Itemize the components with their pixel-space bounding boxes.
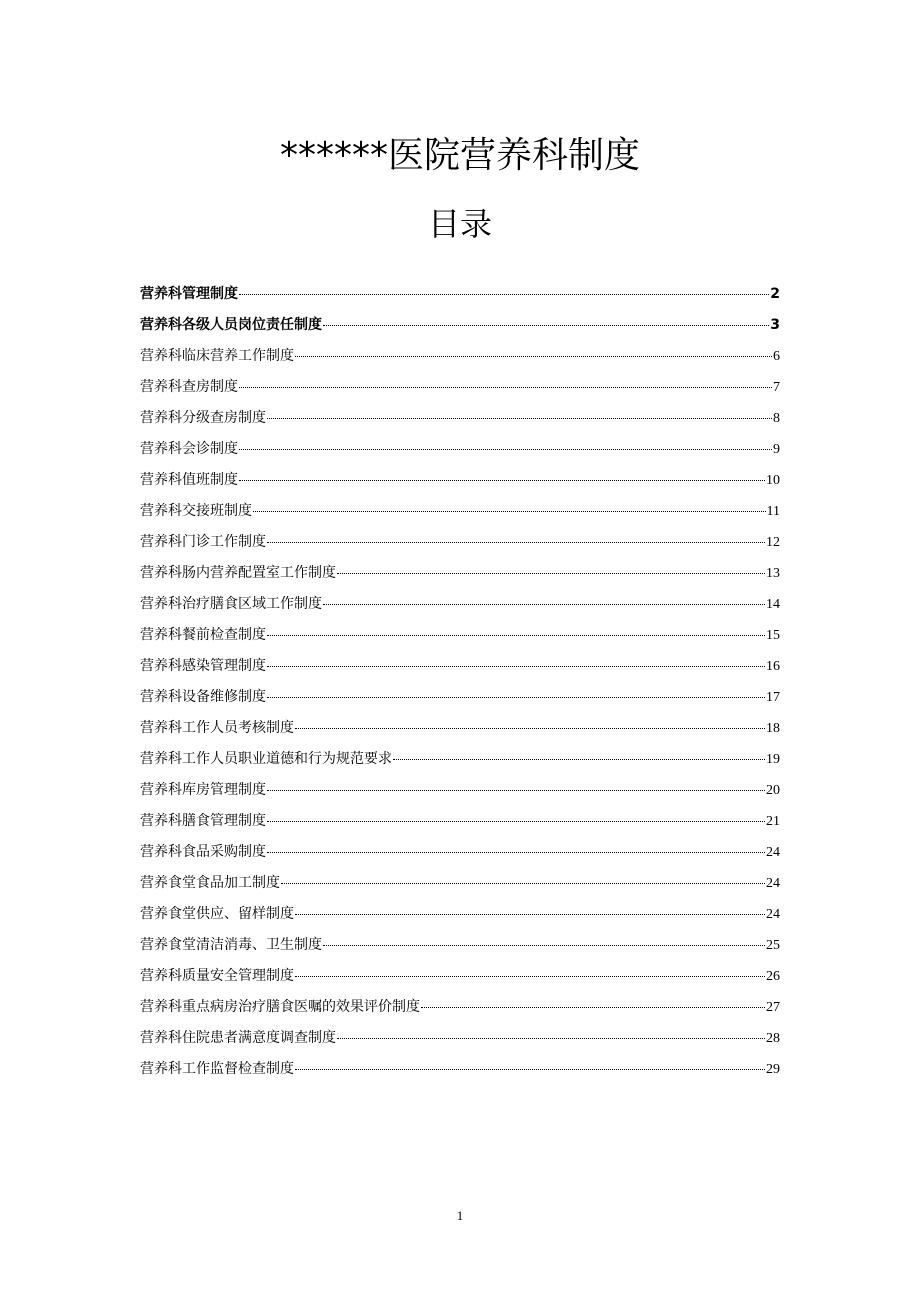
toc-entry-page: 29 <box>766 1062 780 1077</box>
toc-entry-label: 营养科餐前检查制度 <box>140 627 266 643</box>
toc-entry[interactable] <box>140 652 780 683</box>
toc-entry-label: 营养科会诊制度 <box>140 441 238 457</box>
toc-entry[interactable] <box>140 683 780 714</box>
toc-dot-leader <box>253 497 766 515</box>
toc-entry[interactable] <box>140 900 780 931</box>
toc-entry-page: 25 <box>766 938 780 953</box>
toc-entry-page: 10 <box>766 473 780 488</box>
toc-entry-page: 16 <box>766 659 780 674</box>
toc-entry-page: 2 <box>770 286 780 302</box>
toc-entry-page: 3 <box>770 317 780 333</box>
toc-dot-leader <box>323 931 765 949</box>
toc-dot-leader <box>267 528 765 546</box>
toc-entry[interactable] <box>140 590 780 621</box>
toc-entry[interactable] <box>140 435 780 466</box>
toc-entry-page: 11 <box>766 504 780 519</box>
toc-entry[interactable] <box>140 466 780 497</box>
toc-entry-page: 19 <box>766 752 780 767</box>
toc-dot-leader <box>267 621 765 639</box>
toc-dot-leader <box>267 776 765 794</box>
toc-entry[interactable] <box>140 993 780 1024</box>
toc-entry-label: 营养科工作人员职业道德和行为规范要求 <box>140 751 392 767</box>
toc-entry-page: 12 <box>766 535 780 550</box>
toc-dot-leader <box>267 683 765 701</box>
toc-entry-label: 营养科值班制度 <box>140 472 238 488</box>
toc-dot-leader <box>239 435 772 453</box>
toc-heading: 目录 <box>427 205 492 243</box>
toc-dot-leader <box>267 652 765 670</box>
toc-entry-label: 营养科治疗膳食区域工作制度 <box>140 596 322 612</box>
toc-dot-leader <box>393 745 765 763</box>
toc-entry[interactable] <box>140 280 780 311</box>
toc-dot-leader <box>267 838 765 856</box>
toc-entry[interactable] <box>140 869 780 900</box>
toc-entry-label: 营养科门诊工作制度 <box>140 534 266 550</box>
toc-dot-leader <box>239 280 769 298</box>
toc-entry-page: 17 <box>766 690 780 705</box>
toc-dot-leader <box>295 900 765 918</box>
toc-entry-label: 营养科食品采购制度 <box>140 844 266 860</box>
toc-entry-label: 营养科分级查房制度 <box>140 410 266 426</box>
toc-entry-page: 24 <box>766 845 780 860</box>
toc-entry-label: 营养科交接班制度 <box>140 503 252 519</box>
toc-entry-page: 24 <box>766 907 780 922</box>
toc-dot-leader <box>267 807 765 825</box>
toc-dot-leader <box>295 962 765 980</box>
toc-entry[interactable] <box>140 621 780 652</box>
toc-entry-label: 营养科各级人员岗位责任制度 <box>140 317 322 333</box>
toc-entry[interactable] <box>140 559 780 590</box>
toc-entry[interactable] <box>140 528 780 559</box>
toc-entry-page: 26 <box>766 969 780 984</box>
toc-entry-page: 20 <box>766 783 780 798</box>
toc-dot-leader <box>323 311 769 329</box>
toc-dot-leader <box>295 1055 765 1073</box>
toc-entry[interactable] <box>140 311 780 342</box>
toc-entry-page: 13 <box>766 566 780 581</box>
toc-entry[interactable] <box>140 1024 780 1055</box>
toc-entry-label: 营养科查房制度 <box>140 379 238 395</box>
toc-entry[interactable] <box>140 404 780 435</box>
toc-entry-page: 8 <box>773 411 780 426</box>
toc-dot-leader <box>323 590 765 608</box>
toc-entry[interactable] <box>140 776 780 807</box>
page-number: 1 <box>456 1208 464 1223</box>
toc-entry-label: 营养科工作人员考核制度 <box>140 720 294 736</box>
toc-entry[interactable] <box>140 962 780 993</box>
toc-entry-label: 营养食堂清洁消毒、卫生制度 <box>140 937 322 953</box>
toc-entry[interactable] <box>140 807 780 838</box>
toc-entry-page: 27 <box>766 1000 780 1015</box>
toc-dot-leader <box>281 869 765 887</box>
toc-dot-leader <box>239 466 765 484</box>
toc-entry-label: 营养科重点病房治疗膳食医嘱的效果评价制度 <box>140 999 420 1015</box>
toc-entry[interactable] <box>140 745 780 776</box>
toc-dot-leader <box>337 559 765 577</box>
toc-entry-page: 7 <box>773 380 780 395</box>
toc-dot-leader <box>267 404 772 422</box>
toc-entry-page: 21 <box>766 814 780 829</box>
toc-entry-page: 24 <box>766 876 780 891</box>
toc-entry-label: 营养食堂食品加工制度 <box>140 875 280 891</box>
toc-entry[interactable] <box>140 373 780 404</box>
toc-dot-leader <box>239 373 772 391</box>
toc-entry-page: 28 <box>766 1031 780 1046</box>
toc-entry[interactable] <box>140 1055 780 1086</box>
toc-dot-leader <box>295 342 772 360</box>
toc-dot-leader <box>421 993 765 1011</box>
toc-entry-label: 营养食堂供应、留样制度 <box>140 906 294 922</box>
toc-entry-label: 营养科住院患者满意度调查制度 <box>140 1030 336 1046</box>
toc-entry-page: 14 <box>766 597 780 612</box>
toc-entry-page: 18 <box>766 721 780 736</box>
toc-entry-label: 营养科膳食管理制度 <box>140 813 266 829</box>
toc-dot-leader <box>295 714 765 732</box>
document-title: ******医院营养科制度 <box>279 135 640 176</box>
toc-entry-label: 营养科感染管理制度 <box>140 658 266 674</box>
toc-entry[interactable] <box>140 714 780 745</box>
toc-entry-page: 15 <box>766 628 780 643</box>
toc-entry[interactable] <box>140 497 780 528</box>
toc-dot-leader <box>337 1024 765 1042</box>
toc-entry[interactable] <box>140 931 780 962</box>
toc-entry[interactable] <box>140 838 780 869</box>
toc-entry-page: 9 <box>773 442 780 457</box>
toc-entry-label: 营养科肠内营养配置室工作制度 <box>140 565 336 581</box>
toc-entry-label: 营养科质量安全管理制度 <box>140 968 294 984</box>
toc-entry-label: 营养科工作监督检查制度 <box>140 1061 294 1077</box>
toc-entry-label: 营养科设备维修制度 <box>140 689 266 705</box>
table-of-contents <box>140 280 780 1086</box>
toc-entry-label: 营养科管理制度 <box>140 286 238 302</box>
toc-entry-page: 6 <box>773 349 780 364</box>
toc-entry-label: 营养科临床营养工作制度 <box>140 348 294 364</box>
toc-entry[interactable] <box>140 342 780 373</box>
toc-entry-label: 营养科库房管理制度 <box>140 782 266 798</box>
